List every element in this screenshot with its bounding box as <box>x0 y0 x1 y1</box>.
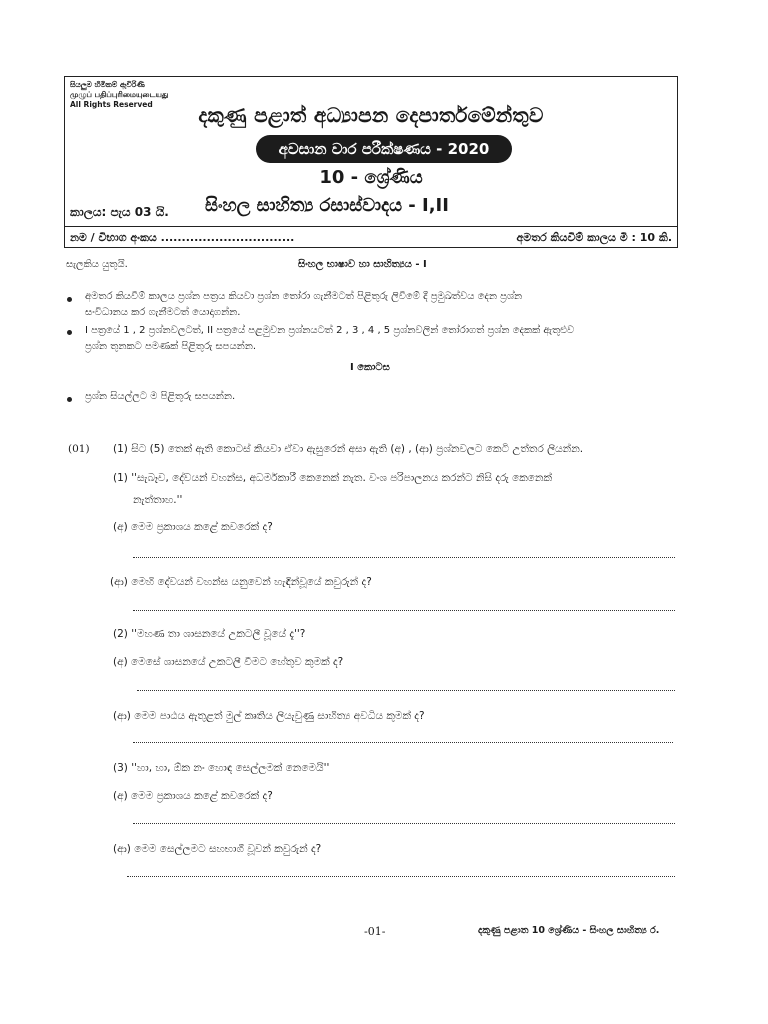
footer-label: දකුණු පළාත 10 ශ්‍රේණිය - සිංහල සාහිත්‍ය ර. <box>478 925 660 936</box>
answer-line[interactable] <box>127 876 675 877</box>
passage-1-line-2: නැත්තාහ.'' <box>133 494 183 506</box>
instruction-3: ප්‍රශ්න සියල්ලට ම පිළිතුරු සපයන්න. <box>85 391 236 402</box>
passage-2-question-aa: (ආ) මෙම පාඨය ඇතුළත් මුල් කෘතිය ලියැවුණු සාහිත්‍ය අවධිය කුමක් ද? <box>113 710 425 722</box>
rights-line-english: All Rights Reserved <box>70 100 153 109</box>
passage-1-question-aa: (ආ) මෙහි දේවයන් වහන්ස යනුවෙන් හැඳින්වූයේ කවුරුන් ද? <box>110 576 372 588</box>
passage-1-line-1: (1) ''සැබෑව, දේවයන් වහන්ස, අධර්මකාරී කෙනෙක් නැත. වංශ පරිපාලනය කරන්ට නිසි දරු කෙනෙක් <box>113 472 552 484</box>
instruction-2-line-1: I පත්‍රයේ 1 , 2 ප්‍රශ්නවලටත්, II පත්‍රයේ පළමුවන ප්‍රශ්නයටත් 2 , 3 , 4 , 5 ප්‍රශ්නවලින් තෝරාගත් ප්‍රශ්න දෙකක් ඇතුළුව <box>85 325 575 336</box>
bullet-icon <box>67 297 72 302</box>
section-title: I කොටස <box>350 362 390 373</box>
name-index-field: නම / විභාග අංකය ................................ <box>70 231 295 244</box>
instruction-1-line-1: අමතර කියවීම් කාලය ප්‍රශ්න පත්‍රය කියවා ප්‍රශ්න තෝරා ගැනීමටත් පිළිතුරු ලිවීමේ දී ප්‍රමුඛත්වය දෙන ප්‍රශ්න <box>85 291 523 302</box>
subject-title: සිංහල සාහිත්‍ය රසාස්වාදය - I,II <box>205 195 449 216</box>
paper-title: සිංහල භාෂාව හා සාහිත්‍යය - I <box>298 259 427 270</box>
passage-1-question-a: (අ) මෙම ප්‍රකාශය කළේ කවරෙක් ද? <box>113 521 273 533</box>
passage-3-quote: (3) ''හා, හා, ඕක නං හොඳ සෙල්ලමක් නෙමෙයි'' <box>113 762 330 774</box>
answer-line[interactable] <box>133 823 675 824</box>
bullet-icon <box>67 330 72 335</box>
bullet-icon <box>67 397 72 402</box>
answer-line[interactable] <box>137 690 675 691</box>
page-number: -01- <box>364 925 386 938</box>
rights-line-sinhala: සියලුම හිමිකම් ඇවිරිණි <box>70 80 145 89</box>
reading-time: අමතර කියවීම් කාලය මි : 10 කි. <box>516 231 672 244</box>
answer-line[interactable] <box>133 557 675 558</box>
passage-3-question-a: (අ) මෙම ප්‍රකාශය කළේ කවරෙක් ද? <box>113 790 273 802</box>
grade-label: 10 - ශ්‍රේණිය <box>319 167 423 188</box>
answer-line[interactable] <box>133 742 673 743</box>
time-allowed: කාලය: පැය 03 යි. <box>70 205 169 219</box>
answer-line[interactable] <box>133 610 675 611</box>
exam-title-badge: අවසාන වාර පරීක්ෂණය - 2020 <box>256 135 512 163</box>
instruction-1-line-2: සංවිධානය කර ගැනීමටත් යොදාගන්න. <box>85 307 241 318</box>
department-title: දකුණු පළාත් අධ්‍යාපන දෙපාර්තමේන්තුව <box>198 103 544 127</box>
passage-2-question-a: (අ) මෙසේ ශාසනයේ උකටලී වීමට හේතුව කුමක් ද? <box>113 656 344 668</box>
question-instruction: (1) සිට (5) තෙක් ඇති කොටස් කියවා ඒවා ඇසුරෙන් අසා ඇති (අ) , (ආ) ප්‍රශ්නවලට කෙටි උත්තර ලියන්න. <box>113 443 584 455</box>
header-divider <box>64 226 678 227</box>
attention-label: සැලකිය යුතුයි. <box>66 259 128 270</box>
question-number: (01) <box>68 443 90 455</box>
instruction-2-line-2: ප්‍රශ්න තුනකට පමණක් පිළිතුරු සපයන්න. <box>85 341 257 352</box>
passage-2-quote: (2) ''මහණ තා ශාසනයේ උකටලී වූයේ දැ''? <box>113 628 306 640</box>
rights-line-tamil: முழுப் பதிப்புரிமையுடையது <box>70 90 169 99</box>
passage-3-question-aa: (ආ) මෙම සෙල්ලමට සහභාගී වූවන් කවුරුන් ද? <box>113 843 322 855</box>
